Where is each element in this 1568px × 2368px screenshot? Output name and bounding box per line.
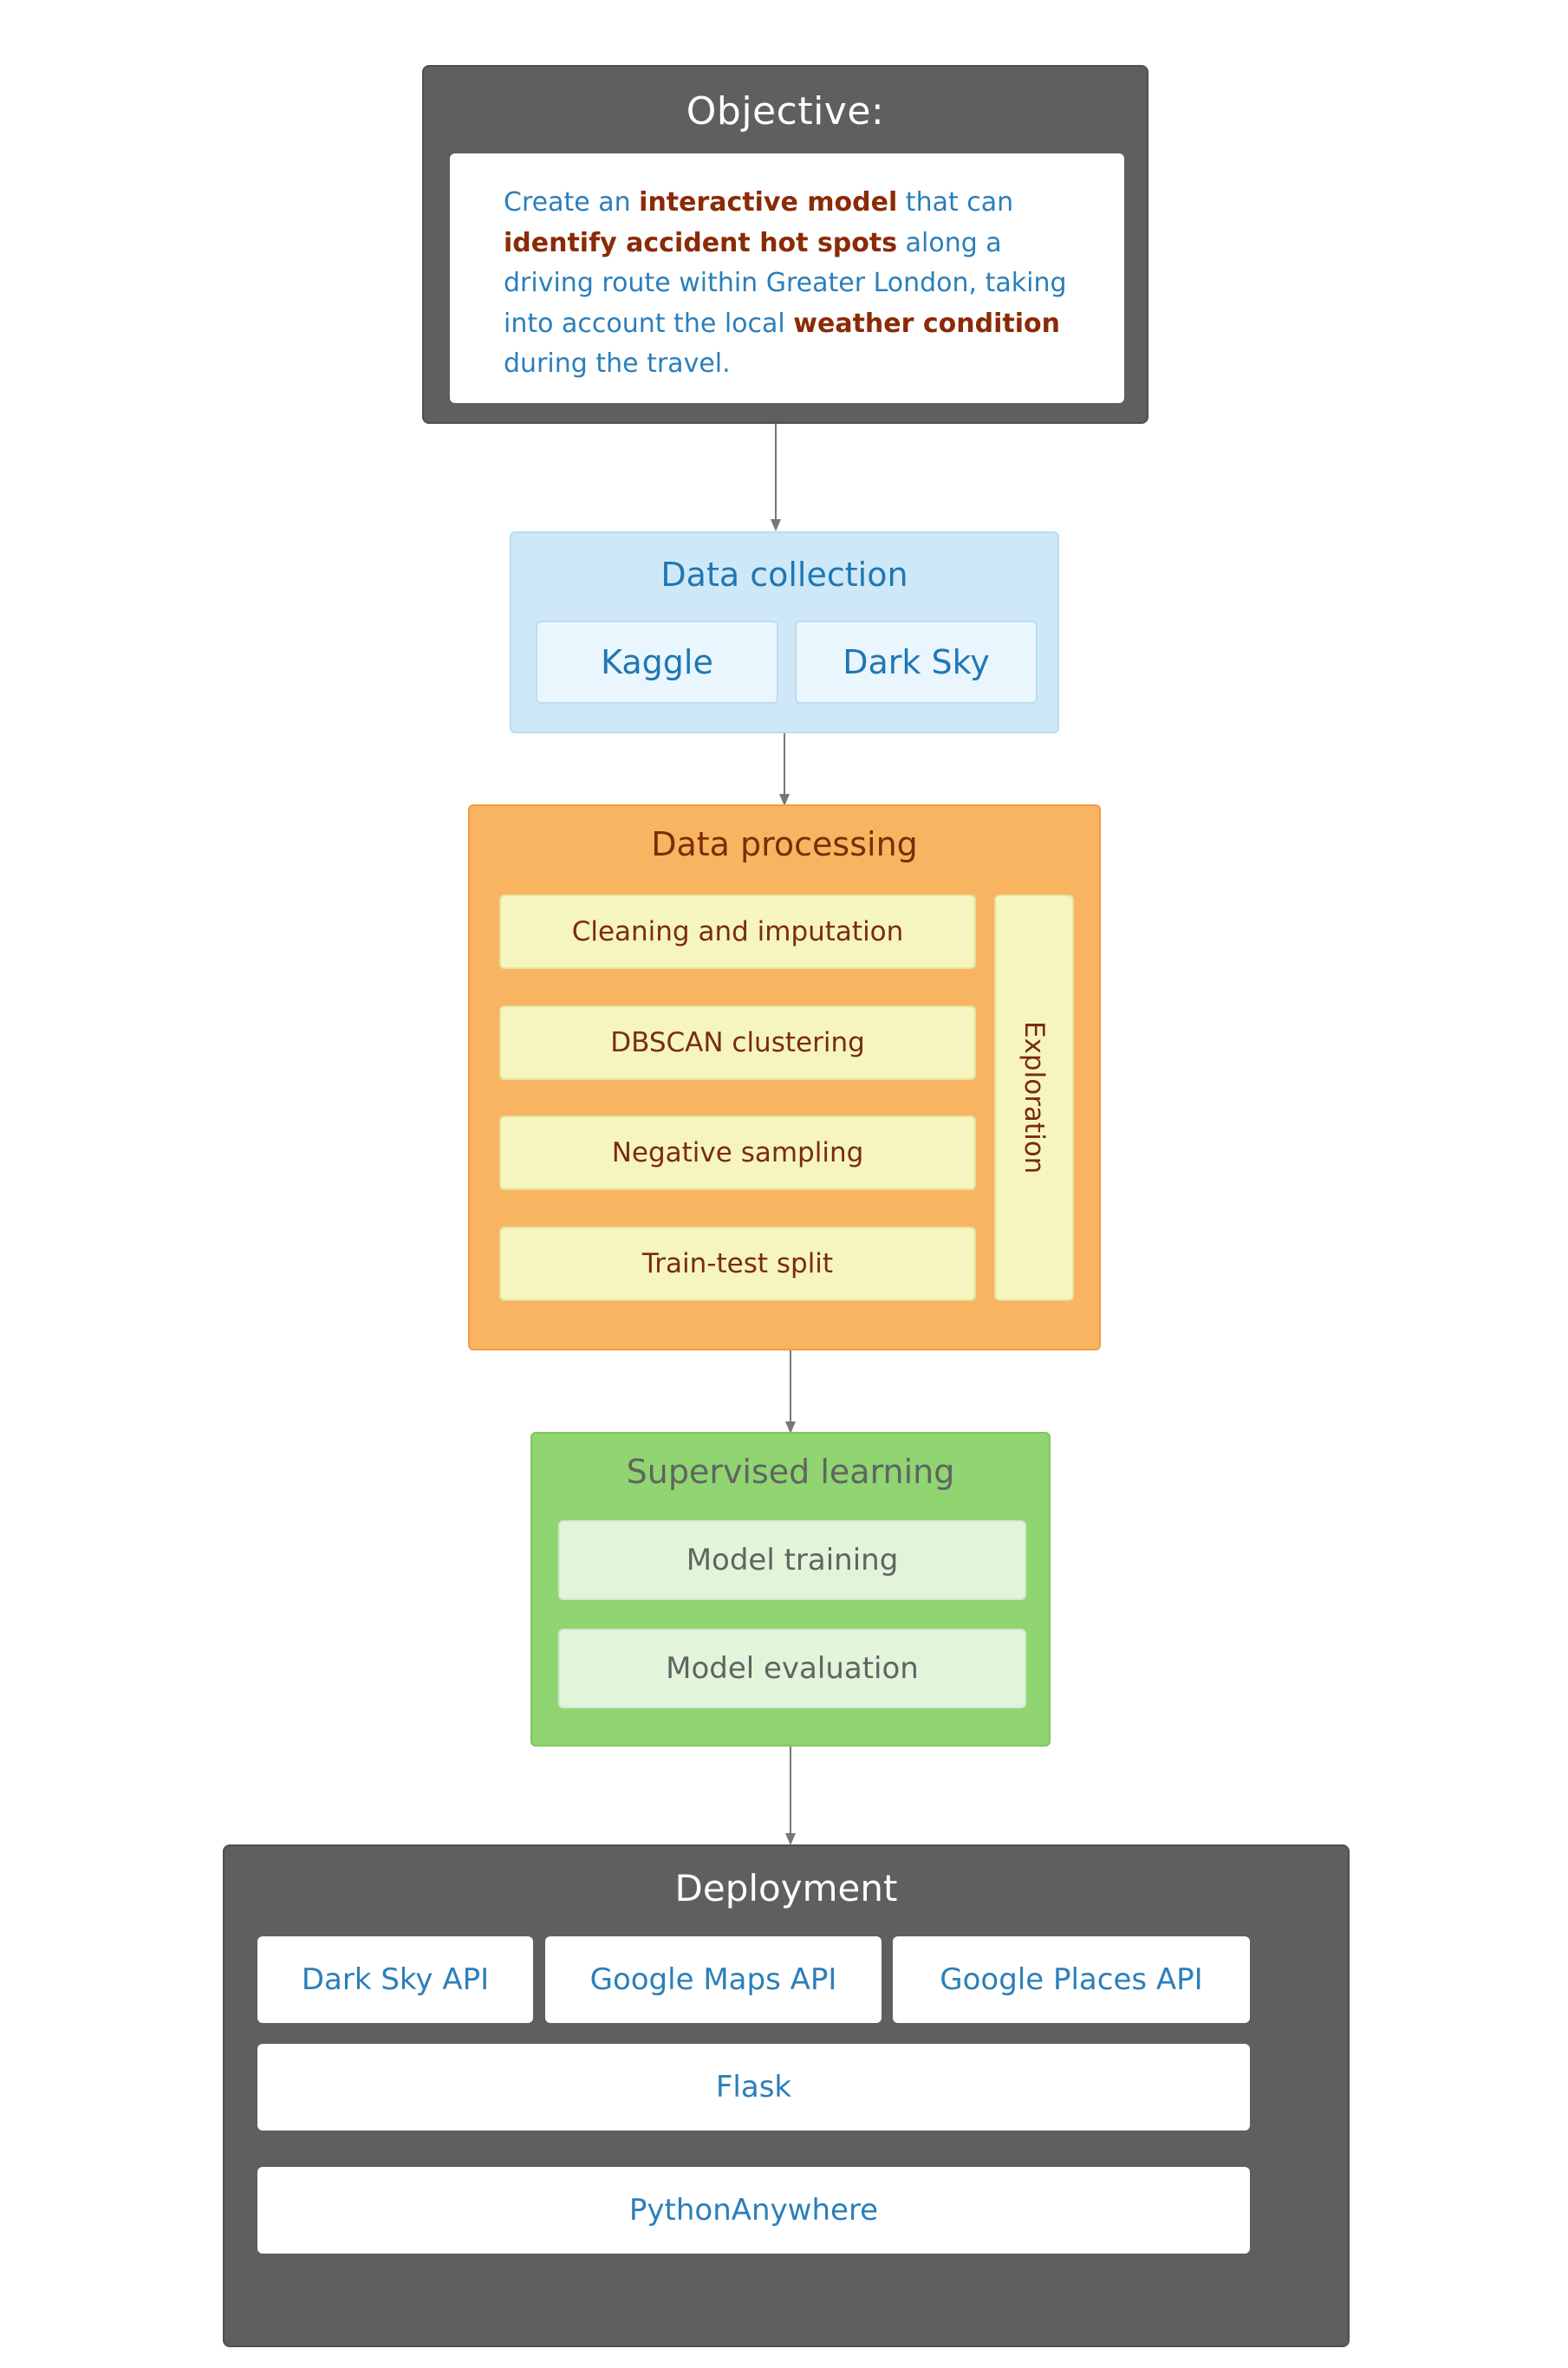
deployment-title: Deployment [674, 1867, 898, 1909]
objective-card [450, 153, 1124, 403]
deployment-api-google-maps: Google Maps API [545, 1936, 882, 2023]
data-collection-node [510, 531, 1059, 733]
data-processing-node [468, 804, 1101, 1350]
deployment-stack-pythonanywhere: PythonAnywhere [257, 2167, 1250, 2254]
arrow-processing-to-supervised [777, 1350, 804, 1435]
supervised-item-model-evaluation: Model evaluation [558, 1629, 1026, 1708]
data-collection-item-kaggle: Kaggle [536, 621, 778, 704]
objective-node [422, 65, 1148, 424]
data-collection-item-dark-sky: Dark Sky [795, 621, 1038, 704]
processing-step-dbscan: DBSCAN clustering [499, 1005, 976, 1080]
deployment-stack-flask: Flask [257, 2044, 1250, 2131]
arrow-collection-to-processing [771, 733, 797, 808]
supervised-learning-title: Supervised learning [626, 1453, 955, 1491]
processing-exploration-label: Exploration [1018, 1021, 1050, 1174]
processing-exploration-panel [994, 895, 1074, 1301]
deployment-node [223, 1844, 1350, 2347]
supervised-item-model-training: Model training [558, 1520, 1026, 1600]
arrow-supervised-to-deployment [777, 1747, 804, 1847]
processing-step-negative-sampling: Negative sampling [499, 1116, 976, 1190]
data-processing-title: Data processing [651, 825, 918, 863]
supervised-learning-node [530, 1432, 1051, 1747]
processing-step-cleaning: Cleaning and imputation [499, 895, 976, 969]
arrow-objective-to-collection [763, 424, 789, 533]
deployment-api-dark-sky: Dark Sky API [257, 1936, 533, 2023]
objective-title: Objective: [686, 89, 885, 133]
deployment-api-google-places: Google Places API [893, 1936, 1250, 2023]
processing-step-train-test-split: Train-test split [499, 1226, 976, 1301]
data-collection-title: Data collection [660, 556, 908, 594]
objective-text: Create an interactive model that can identify accident hot spots along a driving route within Greater London, taking into account the local weather condition during the travel. [504, 187, 1067, 379]
